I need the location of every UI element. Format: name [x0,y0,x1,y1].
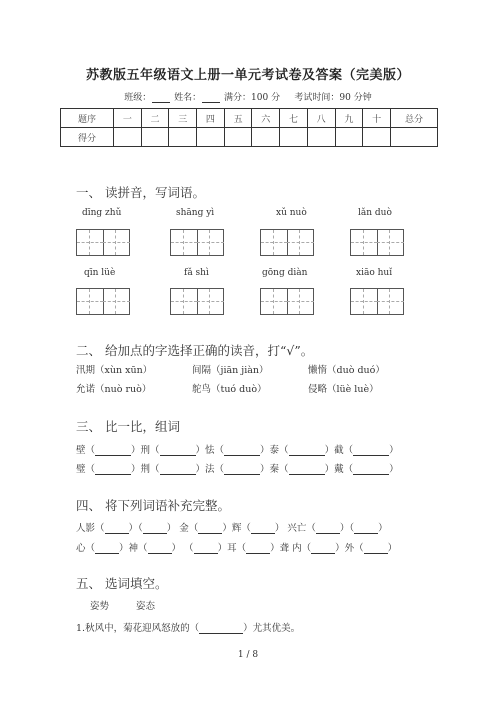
section3-heading: 三、 比一比，组词 [76,419,180,434]
char-label: ）刑（ [131,445,160,456]
score-cell[interactable] [114,128,142,147]
reading-item[interactable]: 侵略（lüè luè） [308,384,379,395]
answer-blank[interactable] [364,543,388,554]
header-cell: 六 [252,109,280,128]
answer-blank[interactable] [148,543,172,554]
idiom-text: ） [387,543,398,554]
score-cell[interactable] [141,128,169,147]
name-blank [202,93,220,103]
char-label: ）泰（ [260,445,289,456]
answer-blank[interactable] [224,445,260,456]
writing-grid[interactable] [350,288,404,315]
section1-heading: 一、 读拼音，写词语。 [76,185,205,200]
answer-blank[interactable] [198,523,222,534]
score-table-score-row [61,128,438,147]
pinyin-item: qīn lüè [84,268,116,278]
class-label: 班级： [124,93,152,103]
answer-blank[interactable] [316,523,340,534]
score-cell[interactable] [391,128,438,147]
answer-blank[interactable] [289,445,325,456]
header-cell: 三 [169,109,197,128]
exam-info [0,90,496,103]
idiom-text: ） 金（ [166,523,199,534]
answer-blank[interactable] [95,464,131,475]
section4-heading: 四、 将下列词语补充完整。 [76,498,230,513]
header-cell: 题序 [61,109,114,128]
word-option: 姿势 [90,601,110,612]
idiom-text: ） [378,523,388,534]
answer-blank[interactable] [160,445,196,456]
answer-blank[interactable] [194,543,218,554]
answer-blank[interactable] [289,464,325,475]
reading-item[interactable]: 允诺（nuò ruò） [76,384,152,395]
score-row-label: 得分 [61,128,114,147]
writing-grid[interactable] [76,288,130,315]
idiom-text: ）神（ [119,543,148,554]
pinyin-item: lǎn duò [358,208,392,218]
fill-question-1 [76,620,300,634]
char-label: ）荆（ [131,464,160,475]
char-label: ）秦（ [260,464,289,475]
reading-item[interactable]: 汛期（xùn xūn） [76,365,153,376]
char-label: ）戴（ [324,464,354,475]
compare-row-1 [76,442,399,456]
score-cell[interactable] [169,128,197,147]
idiom-text: ）外（ [335,543,364,554]
score-table [60,108,438,147]
idiom-text: ）（ [339,523,355,534]
name-label: 姓名： [174,93,202,103]
pinyin-item: fǎ shì [184,268,209,278]
page-title: 苏教版五年级语文上册一单元考试卷及答案（完美版） [85,68,410,83]
score-label: 满分：100 分 [224,93,281,103]
reading-item[interactable]: 间隔（jiān jiàn） [192,365,269,376]
header-cell: 二 [141,109,169,128]
header-cell: 一 [114,109,142,128]
answer-blank[interactable] [105,523,129,534]
pinyin-item: gōng diàn [262,268,308,278]
header-cell: 四 [197,109,225,128]
section2-heading: 二、 给加点的字选择正确的读音，打“√”。 [76,343,314,358]
pinyin-item: shāng yì [176,208,215,218]
score-cell[interactable] [197,128,225,147]
idiom-text: 人影（ [76,523,105,534]
idiom-text: ）辉（ [222,523,251,534]
answer-blank[interactable] [311,543,335,554]
char-label: ） [389,445,399,456]
answer-blank[interactable] [246,543,270,554]
writing-grid[interactable] [170,288,224,315]
reading-item[interactable]: 鸵鸟（tuó duò） [192,384,267,395]
question-text: ）尤其优美。 [243,623,301,634]
answer-blank[interactable] [160,464,196,475]
char-label: ）截（ [324,445,354,456]
time-label: 考试时间：90 分钟 [294,93,372,103]
writing-grid[interactable] [76,229,130,256]
pinyin-item: dīng zhǔ [82,208,122,218]
answer-blank[interactable] [251,523,275,534]
header-cell: 八 [307,109,335,128]
answer-blank[interactable] [224,464,260,475]
char-label: 璧（ [76,464,96,475]
word-option: 姿态 [136,601,156,612]
score-cell[interactable] [224,128,252,147]
compare-row-2 [76,461,399,475]
answer-blank[interactable] [95,445,131,456]
header-cell: 九 [335,109,363,128]
answer-blank[interactable] [143,523,167,534]
score-cell[interactable] [280,128,308,147]
idiom-text: ）聋 内（ [270,543,312,554]
pinyin-item: xiāo huǐ [356,268,393,278]
writing-grid[interactable] [170,229,224,256]
page-number: 1 / 8 [237,650,259,660]
header-cell: 五 [224,109,252,128]
score-cell[interactable] [363,128,391,147]
answer-blank[interactable] [95,543,119,554]
header-cell: 七 [280,109,308,128]
answer-blank[interactable] [199,623,243,634]
answer-blank[interactable] [353,464,389,475]
score-table-header-row [61,109,438,128]
header-cell: 十 [363,109,391,128]
idiom-text: ）耳（ [217,543,247,554]
idiom-text: ） （ [171,543,194,554]
char-label: ） [389,464,399,475]
char-label: ）怯（ [195,445,225,456]
idiom-text: 心（ [76,543,96,554]
idiom-text: ） 兴亡（ [274,523,316,534]
score-cell[interactable] [335,128,363,147]
writing-grid[interactable] [260,288,314,315]
score-cell[interactable] [252,128,280,147]
class-blank [152,93,170,103]
score-cell[interactable] [307,128,335,147]
pinyin-item: xǔ nuò [276,208,307,218]
answer-blank[interactable] [353,445,389,456]
char-label: ）法（ [195,464,225,475]
writing-grid[interactable] [350,229,404,256]
section5-heading: 五、 选词填空。 [76,576,168,591]
reading-item[interactable]: 懒惰（duò duó） [308,365,385,376]
idiom-row-1 [76,520,388,534]
writing-grid[interactable] [260,229,314,256]
header-cell: 总分 [391,109,438,128]
char-label: 壁（ [76,445,96,456]
idiom-text: ）（ [128,523,143,534]
idiom-row-2 [76,540,397,554]
question-text: 1.秋风中，菊花迎风怒放的（ [76,623,200,634]
answer-blank[interactable] [354,523,378,534]
